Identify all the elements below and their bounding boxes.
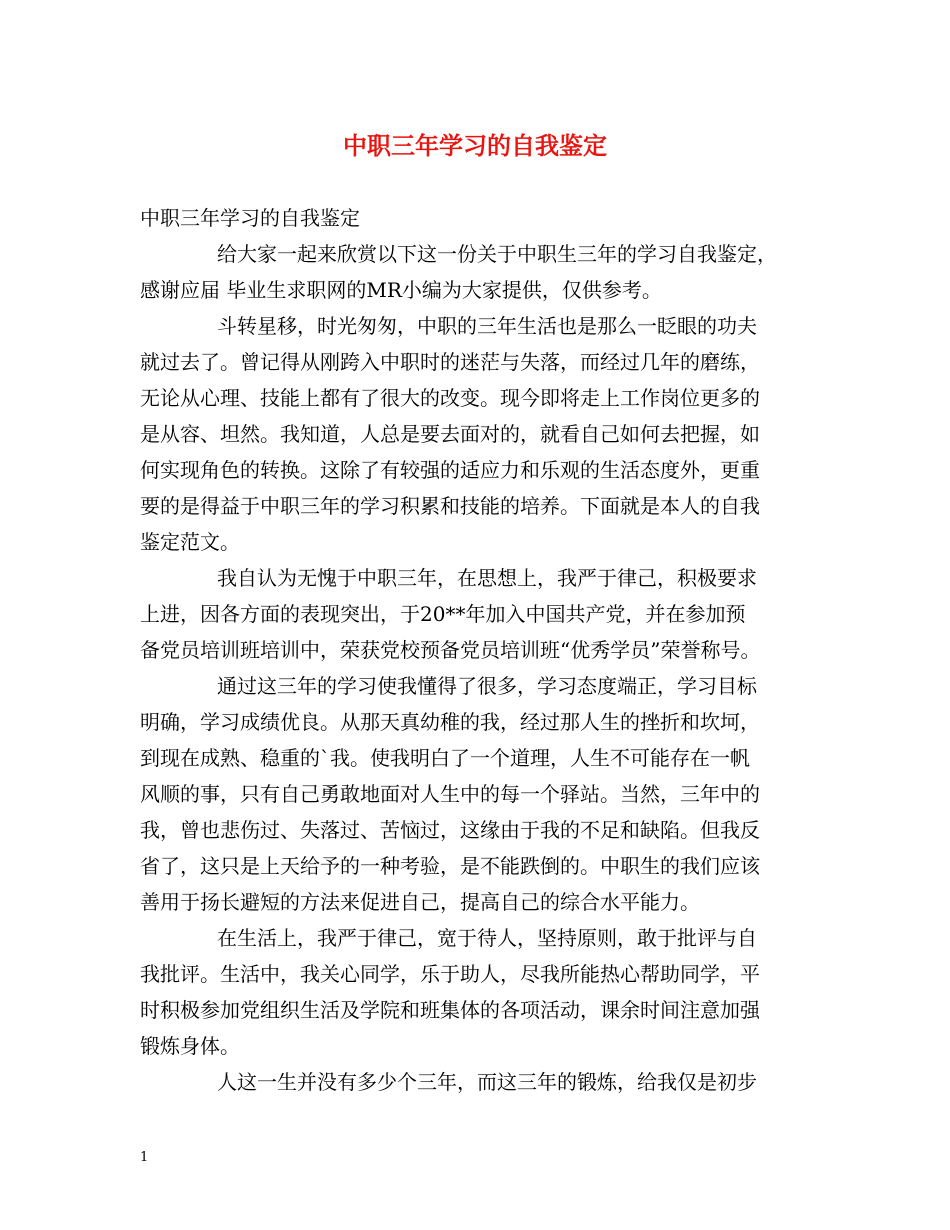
document-subtitle: 中职三年学习的自我鉴定 xyxy=(140,206,360,230)
text-line: 时积极参加党组织生活及学院和班集体的各项活动，课余时间注意加强 xyxy=(140,998,760,1022)
text-line: 明确，学习成绩优良。从那天真幼稚的我，经过那人生的挫折和坎坷， xyxy=(140,710,760,734)
text-line: 感谢应届 毕业生求职网的MR小编为大家提供，仅供参考。 xyxy=(140,278,662,302)
text-line: 是从容、坦然。我知道，人总是要去面对的，就看自己如何去把握，如 xyxy=(140,422,760,446)
text-line: 无论从心理、技能上都有了很大的改变。现今即将走上工作岗位更多的 xyxy=(140,386,760,410)
text-line: 通过这三年的学习使我懂得了很多，学习态度端正，学习目标 xyxy=(217,674,757,698)
text-line: 何实现角色的转换。这除了有较强的适应力和乐观的生活态度外，更重 xyxy=(140,458,760,482)
text-line: 就过去了。曾记得从刚跨入中职时的迷茫与失落，而经过几年的磨练， xyxy=(140,350,760,374)
text-line: 斗转星移，时光匆匆，中职的三年生活也是那么一眨眼的功夫 xyxy=(217,314,757,338)
text-line: 省了，这只是上天给予的一种考验，是不能跌倒的。中职生的我们应该 xyxy=(140,854,760,878)
page-number: 1 xyxy=(140,1150,149,1165)
text-line: 我自认为无愧于中职三年，在思想上，我严于律己，积极要求 xyxy=(217,566,757,590)
text-line: 上进，因各方面的表现突出，于20**年加入中国共产党，并在参加预 xyxy=(140,602,746,626)
text-line: 我，曾也悲伤过、失落过、苦恼过，这缘由于我的不足和缺陷。但我反 xyxy=(140,818,760,842)
text-line: 备党员培训班培训中，荣获党校预备党员培训班“优秀学员”荣誉称号。 xyxy=(140,638,761,662)
text-line: 人这一生并没有多少个三年，而这三年的锻炼，给我仅是初步 xyxy=(217,1070,757,1094)
text-line: 在生活上，我严于律己，宽于待人，坚持原则，敢于批评与自 xyxy=(217,926,757,950)
text-line: 善用于扬长避短的方法来促进自己，提高自己的综合水平能力。 xyxy=(140,890,700,914)
text-line: 风顺的事，只有自己勇敢地面对人生中的每一个驿站。当然，三年中的 xyxy=(140,782,760,806)
text-line: 鉴定范文。 xyxy=(140,530,240,554)
text-line: 给大家一起来欣赏以下这一份关于中职生三年的学习自我鉴定， xyxy=(217,242,777,266)
document-title: 中职三年学习的自我鉴定 xyxy=(343,131,607,160)
text-line: 要的是得益于中职三年的学习积累和技能的培养。下面就是本人的自我 xyxy=(140,494,760,518)
text-line: 锻炼身体。 xyxy=(140,1034,240,1058)
text-line: 到现在成熟、稳重的`我。使我明白了一个道理，人生不可能存在一帆 xyxy=(140,746,750,770)
text-line: 我批评。生活中，我关心同学，乐于助人，尽我所能热心帮助同学，平 xyxy=(140,962,760,986)
